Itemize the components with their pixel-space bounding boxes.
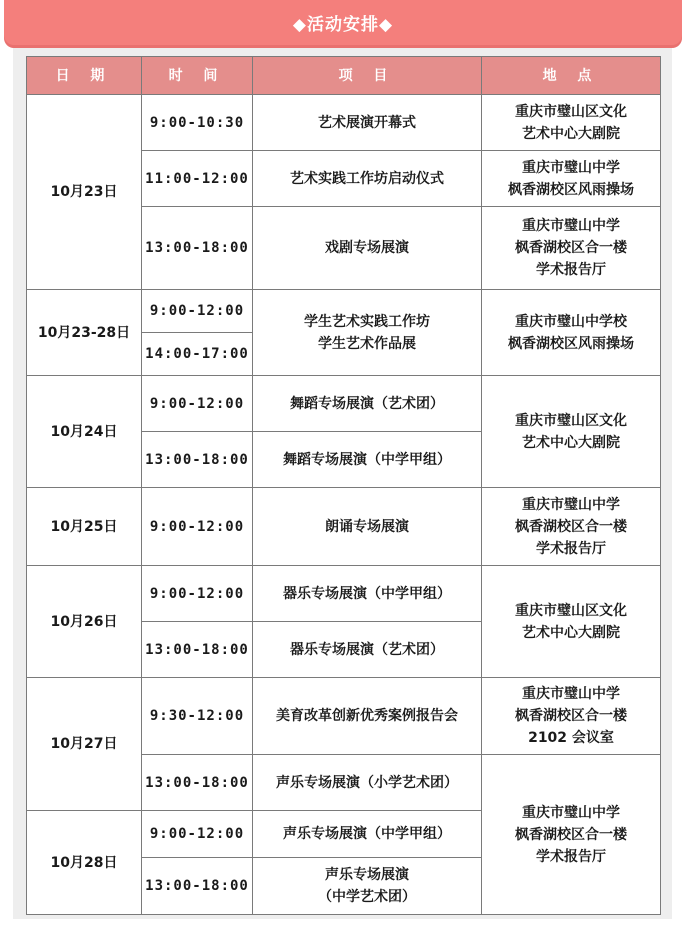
place-cell: 重庆市璧山中学 枫香湖校区合一楼 学术报告厅 xyxy=(482,488,661,566)
date-cell: 10月24日 xyxy=(27,376,142,488)
time-cell: 13:00-18:00 xyxy=(142,207,253,290)
place-cell: 重庆市璧山区文化 艺术中心大剧院 xyxy=(482,95,661,151)
time-cell: 11:00-12:00 xyxy=(142,151,253,207)
banner-title: ◆活动安排◆ xyxy=(292,14,394,35)
item-cell: 美育改革创新优秀案例报告会 xyxy=(253,678,482,755)
time-cell: 9:00-12:00 xyxy=(142,488,253,566)
item-cell: 朗诵专场展演 xyxy=(253,488,482,566)
item-cell: 声乐专场展演 （中学艺术团） xyxy=(253,858,482,915)
time-cell: 13:00-18:00 xyxy=(142,432,253,488)
schedule-table xyxy=(26,56,661,915)
header-item: 项 目 xyxy=(253,57,482,95)
table-row xyxy=(27,95,661,151)
time-cell: 13:00-18:00 xyxy=(142,622,253,678)
time-cell: 13:00-18:00 xyxy=(142,858,253,915)
place-cell: 重庆市璧山中学校 枫香湖校区风雨操场 xyxy=(482,290,661,376)
item-cell: 戏剧专场展演 xyxy=(253,207,482,290)
item-cell: 艺术展演开幕式 xyxy=(253,95,482,151)
header-row xyxy=(27,57,661,95)
item-cell: 声乐专场展演（小学艺术团） xyxy=(253,755,482,811)
date-cell: 10月23-28日 xyxy=(27,290,142,376)
time-cell: 9:00-12:00 xyxy=(142,290,253,333)
date-cell: 10月28日 xyxy=(27,811,142,915)
time-cell: 13:00-18:00 xyxy=(142,755,253,811)
table-row xyxy=(27,376,661,432)
time-cell: 9:00-10:30 xyxy=(142,95,253,151)
place-cell: 重庆市璧山中学 枫香湖校区合一楼 学术报告厅 xyxy=(482,755,661,915)
time-cell: 14:00-17:00 xyxy=(142,333,253,376)
item-cell: 舞蹈专场展演（中学甲组） xyxy=(253,432,482,488)
schedule-panel xyxy=(13,48,672,919)
date-cell: 10月27日 xyxy=(27,678,142,811)
item-cell: 器乐专场展演（艺术团） xyxy=(253,622,482,678)
table-row xyxy=(27,678,661,755)
time-cell: 9:00-12:00 xyxy=(142,811,253,858)
place-cell: 重庆市璧山中学 枫香湖校区风雨操场 xyxy=(482,151,661,207)
header-time: 时 间 xyxy=(142,57,253,95)
header-date: 日 期 xyxy=(27,57,142,95)
date-cell: 10月23日 xyxy=(27,95,142,290)
table-row xyxy=(27,488,661,566)
header-place: 地 点 xyxy=(482,57,661,95)
item-cell: 器乐专场展演（中学甲组） xyxy=(253,566,482,622)
place-cell: 重庆市璧山中学 枫香湖校区合一楼 2102 会议室 xyxy=(482,678,661,755)
table-row xyxy=(27,290,661,333)
table-row xyxy=(27,566,661,622)
time-cell: 9:00-12:00 xyxy=(142,376,253,432)
date-cell: 10月25日 xyxy=(27,488,142,566)
date-cell: 10月26日 xyxy=(27,566,142,678)
place-cell: 重庆市璧山中学 枫香湖校区合一楼 学术报告厅 xyxy=(482,207,661,290)
item-cell: 学生艺术实践工作坊 学生艺术作品展 xyxy=(253,290,482,376)
item-cell: 声乐专场展演（中学甲组） xyxy=(253,811,482,858)
header-banner xyxy=(4,0,682,48)
time-cell: 9:30-12:00 xyxy=(142,678,253,755)
place-cell: 重庆市璧山区文化 艺术中心大剧院 xyxy=(482,566,661,678)
time-cell: 9:00-12:00 xyxy=(142,566,253,622)
place-cell: 重庆市璧山区文化 艺术中心大剧院 xyxy=(482,376,661,488)
item-cell: 舞蹈专场展演（艺术团） xyxy=(253,376,482,432)
item-cell: 艺术实践工作坊启动仪式 xyxy=(253,151,482,207)
